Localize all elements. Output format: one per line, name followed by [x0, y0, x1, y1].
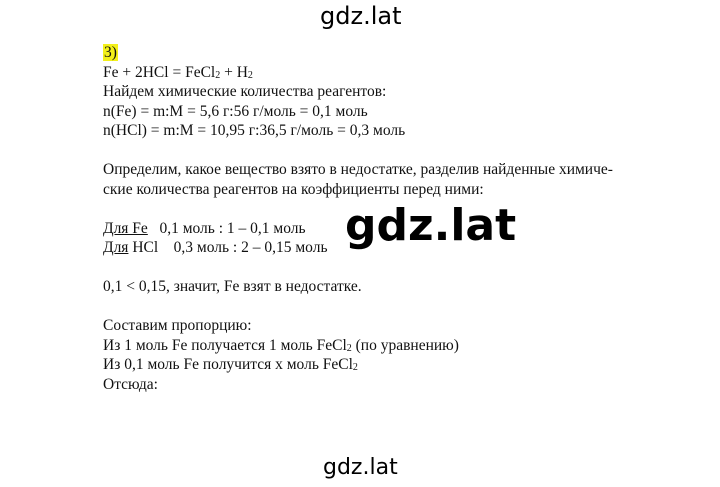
ratio-hcl-line: Для HCl 0,3 моль : 2 – 0,15 моль	[103, 239, 328, 256]
watermark-middle: gdz.lat	[345, 200, 517, 251]
text-line: ские количества реагентов на коэффициенты перед ними:	[103, 180, 484, 198]
text-line: n(Fe) = m:M = 5,6 г:56 г/моль = 0,1 моль	[103, 102, 368, 120]
text-line: Из 0,1 моль Fe получится х моль FeCl$_2$	[103, 356, 358, 373]
task-number-line	[103, 43, 613, 63]
watermark-bottom: gdz.lat	[323, 455, 398, 480]
fe-label: Для Fe	[103, 219, 148, 237]
ratio-fe-line: Для Fe 0,1 моль : 1 – 0,1 моль	[103, 219, 306, 237]
text-line: Найдем химические количества реагентов:	[103, 83, 387, 100]
text-line: Из 1 моль Fe получается 1 моль FeCl$_2$ (по уравнению)	[103, 336, 459, 354]
text-line: 0,1 < 0,15, значит, Fe взят в недостатке.	[103, 278, 362, 295]
hcl-label: Для	[103, 239, 129, 256]
text-line: n(HCl) = m:M = 10,95 г:36,5 г/моль = 0,3 моль	[103, 122, 406, 139]
solution-text	[103, 43, 613, 394]
watermark-top: gdz.lat	[320, 2, 402, 30]
task-number: 3)	[104, 44, 117, 61]
reaction-equation: Fe + 2HCl = FeCl$_2$ + $H_2$	[103, 63, 253, 81]
text-line: Составим пропорцию:	[103, 317, 252, 334]
text-line: Отсюда:	[103, 375, 158, 393]
text-line: Определим, какое вещество взято в недостатке, разделив найденные химиче-	[103, 161, 613, 178]
